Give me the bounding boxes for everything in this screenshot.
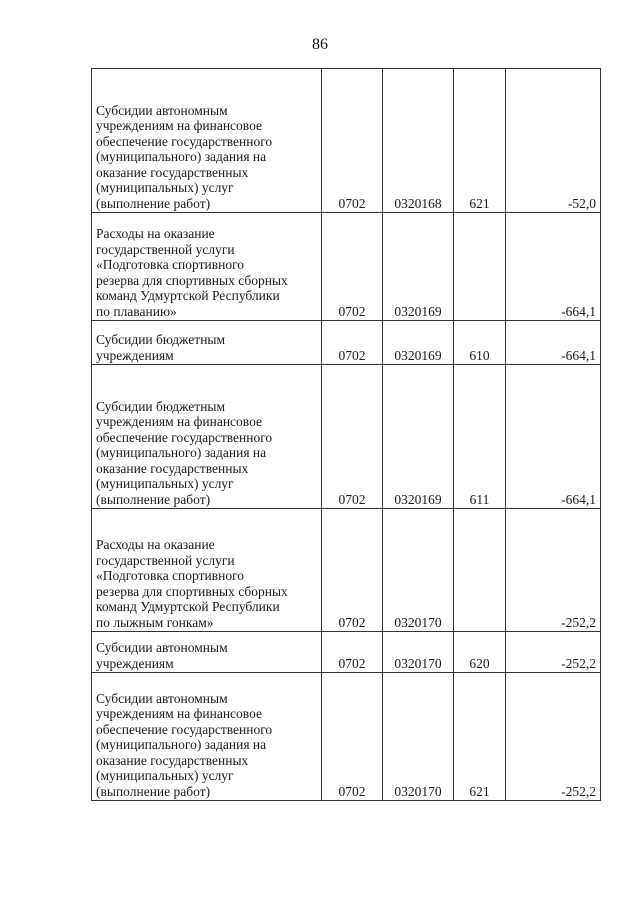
row-name-cell: Субсидии автономным учреждениям на финансовое обеспечение государственного (муниципального) задания на оказание государственных (муниципальных) услуг (выполнение работ) (92, 69, 322, 213)
table-row (92, 321, 601, 365)
row-amount-cell: -252,2 (506, 509, 601, 632)
row-name-cell: Расходы на оказание государственной услуги «Подготовка спортивного резерва для спортивных сборных команд Удмуртской Республики по лыжным гонкам» (92, 509, 322, 632)
row-expense-type-cell (454, 213, 506, 321)
row-amount-cell: -664,1 (506, 321, 601, 365)
page-number: 86 (312, 36, 328, 53)
row-article-cell: 0320170 (383, 509, 454, 632)
row-name-cell: Расходы на оказание государственной услуги «Подготовка спортивного резерва для спортивных сборных команд Удмуртской Республики по плаванию» (92, 213, 322, 321)
row-name-cell: Субсидии автономным учреждениям на финансовое обеспечение государственного (муниципального) задания на оказание государственных (муниципальных) услуг (выполнение работ) (92, 673, 322, 801)
row-expense-type-cell: 611 (454, 365, 506, 509)
row-amount-cell: -664,1 (506, 365, 601, 509)
table-row (92, 69, 601, 213)
table-row (92, 673, 601, 801)
row-section-cell: 0702 (322, 632, 383, 673)
row-expense-type-cell: 621 (454, 673, 506, 801)
row-section-cell: 0702 (322, 321, 383, 365)
budget-table (91, 68, 601, 801)
table-row (92, 213, 601, 321)
row-article-cell: 0320169 (383, 321, 454, 365)
row-section-cell: 0702 (322, 69, 383, 213)
table-row (92, 365, 601, 509)
row-section-cell: 0702 (322, 213, 383, 321)
row-amount-cell: -252,2 (506, 673, 601, 801)
row-name-cell: Субсидии бюджетным учреждениям (92, 321, 322, 365)
table-row (92, 509, 601, 632)
row-name-cell: Субсидии автономным учреждениям (92, 632, 322, 673)
row-name-cell: Субсидии бюджетным учреждениям на финансовое обеспечение государственного (муниципального) задания на оказание государственных (муниципальных) услуг (выполнение работ) (92, 365, 322, 509)
row-expense-type-cell (454, 509, 506, 632)
row-expense-type-cell: 610 (454, 321, 506, 365)
row-expense-type-cell: 620 (454, 632, 506, 673)
row-section-cell: 0702 (322, 673, 383, 801)
row-amount-cell: -664,1 (506, 213, 601, 321)
row-article-cell: 0320169 (383, 365, 454, 509)
row-article-cell: 0320170 (383, 673, 454, 801)
row-amount-cell: -52,0 (506, 69, 601, 213)
row-article-cell: 0320169 (383, 213, 454, 321)
row-article-cell: 0320170 (383, 632, 454, 673)
row-amount-cell: -252,2 (506, 632, 601, 673)
row-article-cell: 0320168 (383, 69, 454, 213)
table-row (92, 632, 601, 673)
row-expense-type-cell: 621 (454, 69, 506, 213)
row-section-cell: 0702 (322, 509, 383, 632)
row-section-cell: 0702 (322, 365, 383, 509)
